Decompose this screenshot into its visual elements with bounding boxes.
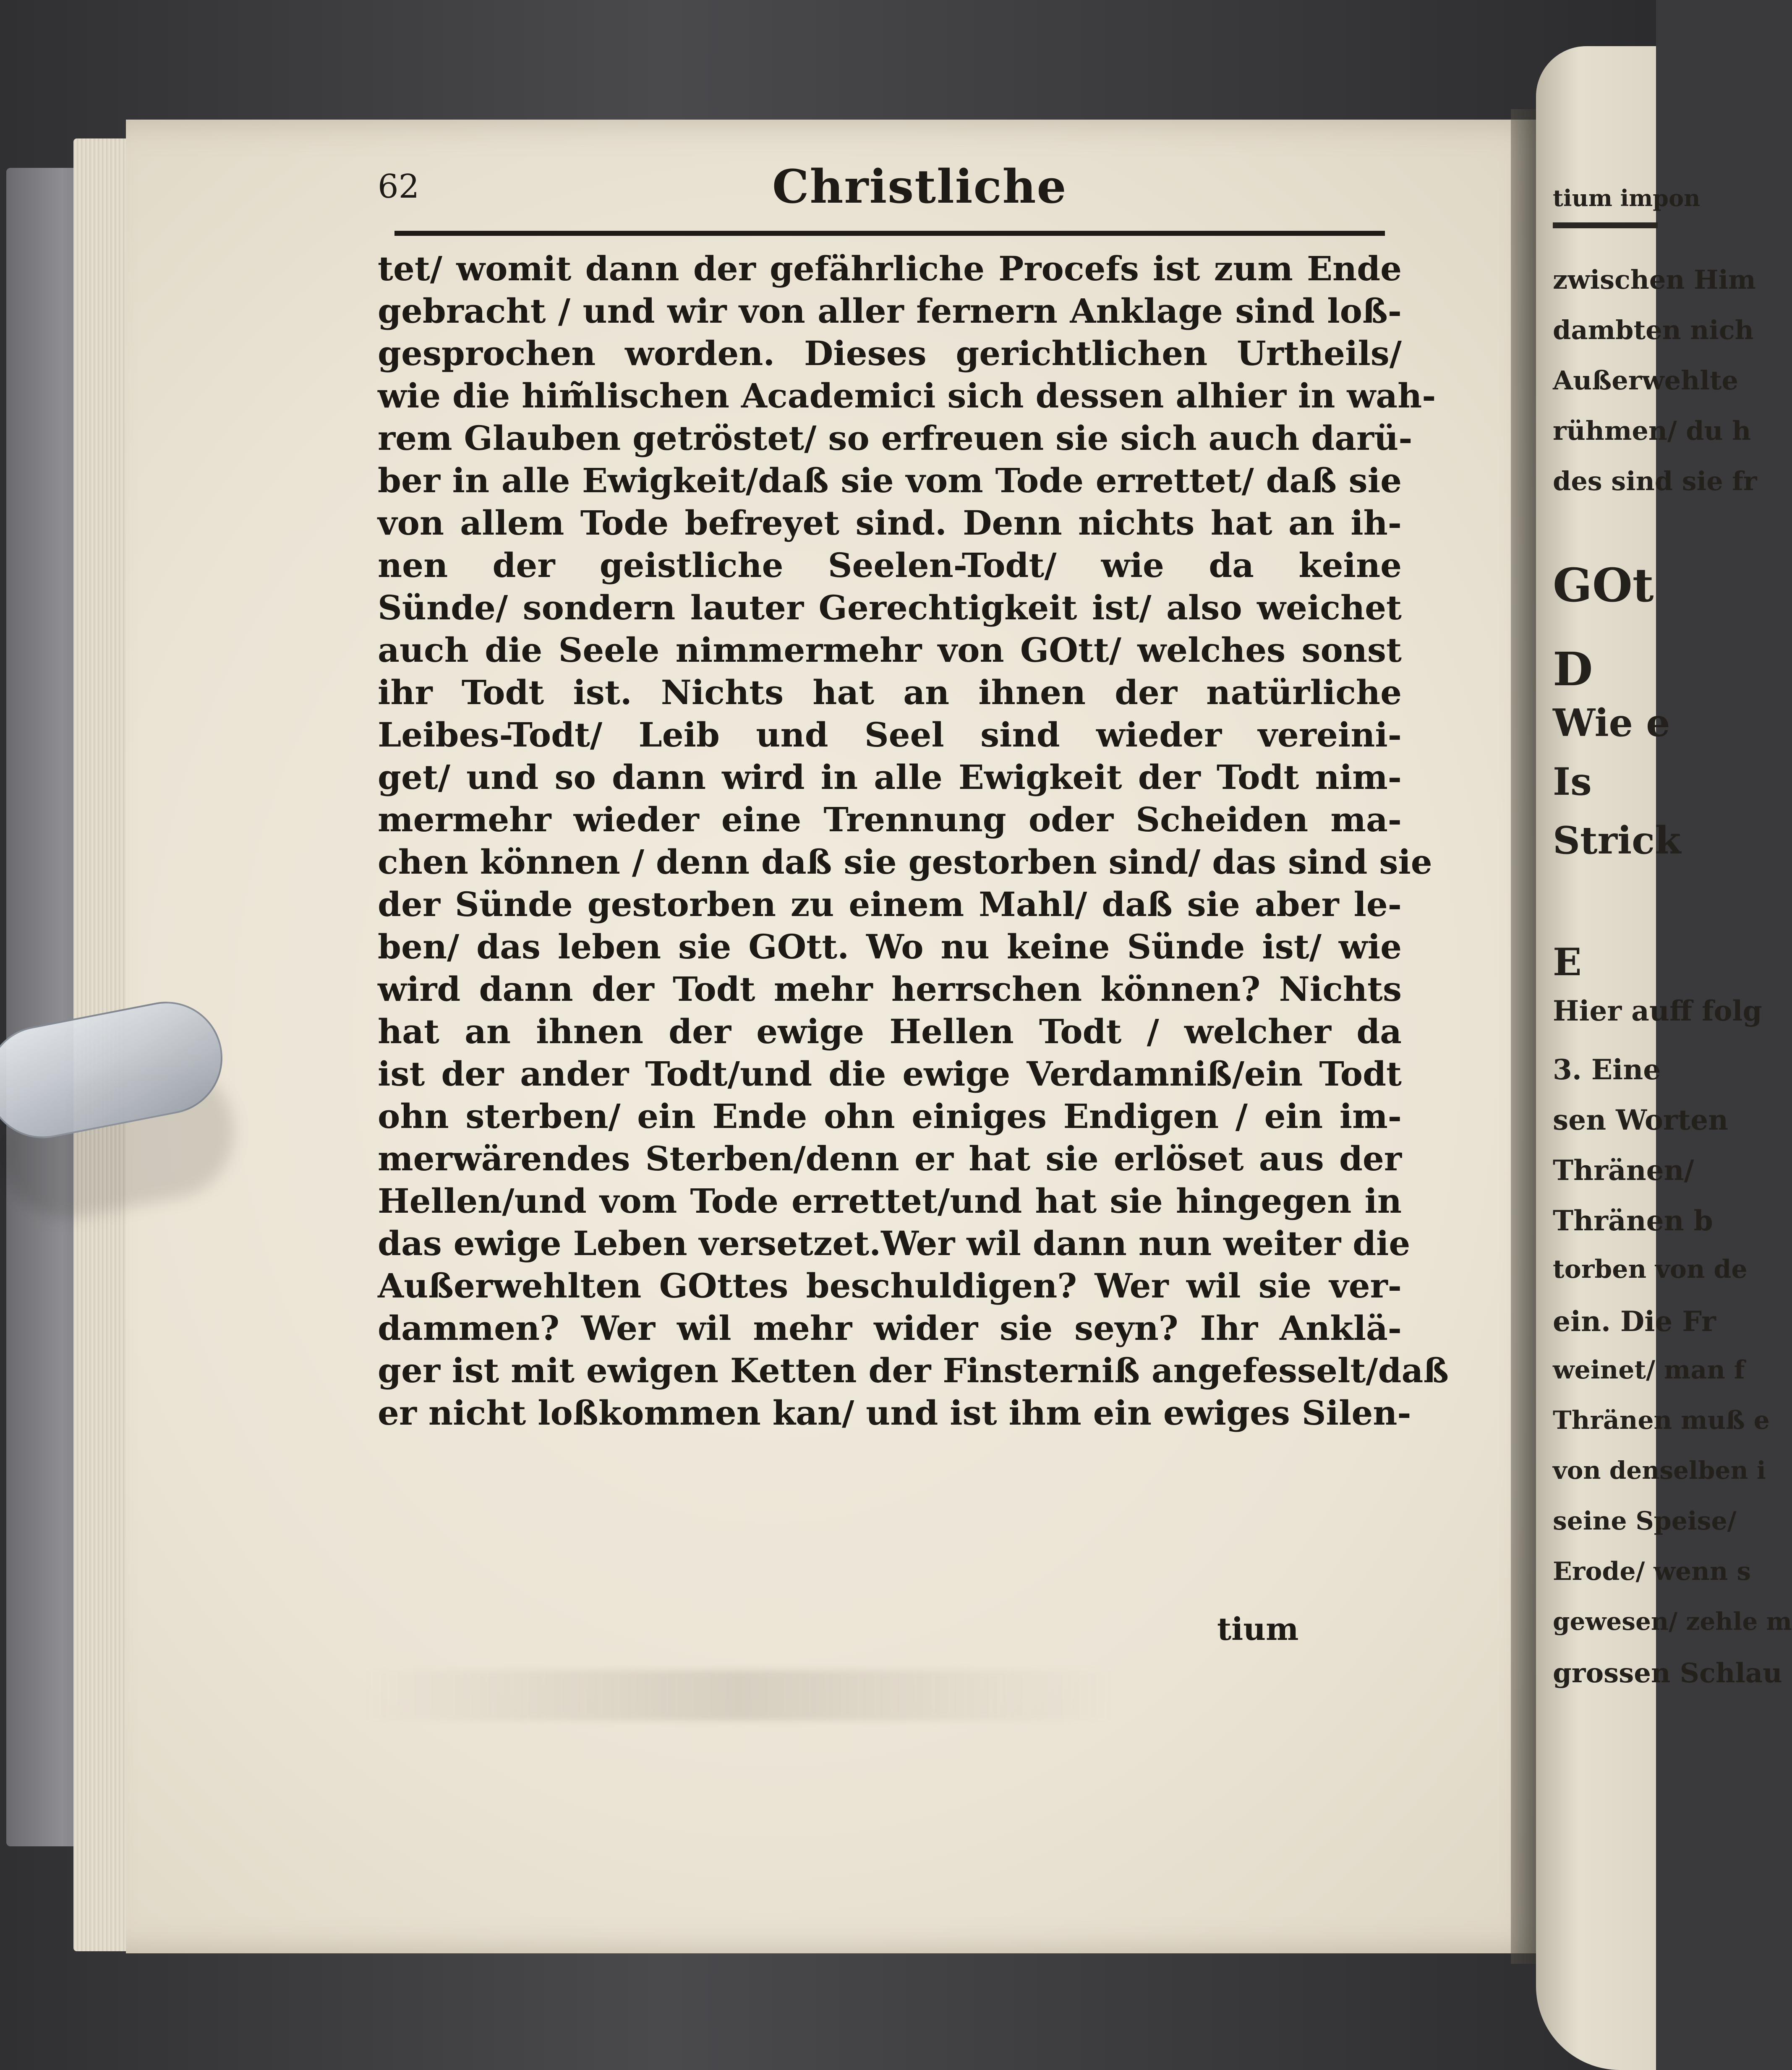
facing-page-text-fragment: torben von de <box>1553 1255 1748 1284</box>
facing-page-text-fragment: dambten nich <box>1553 315 1754 345</box>
text-line: ben/ das leben sie GOtt. Wo nu keine Sünde ist/ wie <box>378 927 1402 966</box>
text-line: rem Glauben getröstet/ so erfreuen sie sich auch darü- <box>378 418 1413 458</box>
text-line: das ewige Leben versetzet.Wer wil dann nun weiter die <box>378 1224 1411 1263</box>
text-line: ger ist mit ewigen Ketten der Finsterniß angefesselt/daß <box>378 1351 1449 1390</box>
facing-page-text-fragment: seine Speise/ <box>1553 1506 1737 1536</box>
facing-page-text-fragment: GOt <box>1553 558 1654 612</box>
facing-page-text-fragment: Thränen muß e <box>1553 1406 1770 1435</box>
facing-page-text-fragment: Thränen/ <box>1553 1154 1694 1187</box>
facing-page-text-fragment: ein. Die Fr <box>1553 1305 1716 1338</box>
facing-page-text-fragment: gewesen/ zehle m <box>1553 1607 1792 1636</box>
facing-page-text-fragment: Is <box>1553 760 1592 804</box>
facing-page-text-fragment: Wie e <box>1553 701 1670 745</box>
facing-page-text-fragment: zwischen Him <box>1553 264 1756 295</box>
body-text-block <box>378 248 1449 1434</box>
text-line: gebracht / und wir von aller fernern Anklage sind loß- <box>378 291 1402 331</box>
text-line: Außerwehlten GOttes beschuldigen? Wer wil sie ver- <box>378 1266 1402 1305</box>
text-line: merwärendes Sterben/denn er hat sie erlöset aus der <box>378 1139 1402 1178</box>
facing-page-text-fragment: Außerwehlte <box>1553 365 1738 396</box>
page-header <box>378 159 1393 243</box>
facing-page-text-fragment: des sind sie fr <box>1553 466 1757 496</box>
text-line: auch die Seele nimmermehr von GOtt/ welches sonst <box>378 630 1402 670</box>
facing-page-text-fragment: tium impon <box>1553 185 1701 211</box>
facing-page-text-fragment: Thränen b <box>1553 1204 1713 1237</box>
text-line: der Sünde gestorben zu einem Mahl/ daß sie aber le- <box>378 885 1402 924</box>
text-line: wie die him̃lischen Academici sich dessen alhier in wah- <box>378 376 1436 415</box>
text-line: ohn sterben/ ein Ende ohn einiges Endigen / ein im- <box>378 1096 1402 1136</box>
facing-page-text-fragment: E <box>1553 940 1582 984</box>
show-through-bleed <box>361 1670 1116 1720</box>
book-page-right <box>1536 46 1792 2070</box>
facing-page-text-fragment: sen Worten <box>1553 1104 1729 1136</box>
running-head: Christliche <box>772 159 1067 214</box>
text-line: von allem Tode befreyet sind. Denn nichts hat an ih- <box>378 503 1402 543</box>
text-line: hat an ihnen der ewige Hellen Todt / welcher da <box>378 1012 1402 1051</box>
facing-page-text-fragment: Strick <box>1553 818 1681 863</box>
text-line: nen der geistliche Seelen-Todt/ wie da keine <box>378 546 1402 585</box>
text-line: ber in alle Ewigkeit/daß sie vom Tode errettet/ daß sie <box>378 461 1402 500</box>
text-line: tet/ womit dann der gefährliche Procefs ist zum Ende <box>378 249 1402 288</box>
text-line: ihr Todt ist. Nichts hat an ihnen der natürliche <box>378 673 1402 712</box>
facing-page-text-fragment: D <box>1553 642 1593 696</box>
facing-page-text-fragment: von denselben i <box>1553 1456 1766 1485</box>
text-line: chen können / denn daß sie gestorben sind/ das sind sie <box>378 842 1432 882</box>
facing-page-text-fragment: rühmen/ du h <box>1553 415 1751 446</box>
text-line: er nicht loßkommen kan/ und ist ihm ein ewiges Silen- <box>378 1393 1411 1433</box>
facing-page-text-fragment: Hier auff folg <box>1553 995 1762 1027</box>
text-line: mermehr wieder eine Trennung oder Scheiden ma- <box>378 800 1402 839</box>
header-rule <box>394 231 1385 236</box>
text-line: gesprochen worden. Dieses gerichtlichen Urtheils/ <box>378 334 1402 373</box>
facing-page-text-fragment: 3. Eine <box>1553 1053 1661 1086</box>
text-line: Sünde/ sondern lauter Gerechtigkeit ist/ also weichet <box>378 588 1402 627</box>
facing-page-text-fragment: Erode/ wenn s <box>1553 1557 1751 1586</box>
page-number: 62 <box>378 168 420 206</box>
text-line: Leibes-Todt/ Leib und Seel sind wieder vereini- <box>378 715 1402 754</box>
text-line: wird dann der Todt mehr herrschen können? Nichts <box>378 969 1402 1009</box>
facing-header-rule <box>1553 222 1658 228</box>
text-line: dammen? Wer wil mehr wider sie seyn? Ihr Anklä- <box>378 1308 1402 1348</box>
text-line: get/ und so dann wird in alle Ewigkeit der Todt nim- <box>378 757 1402 797</box>
catchword: tium <box>1217 1611 1299 1647</box>
text-line: Hellen/und vom Tode errettet/und hat sie hingegen in <box>378 1181 1402 1221</box>
text-line: ist der ander Todt/und die ewige Verdamniß/ein Todt <box>378 1054 1402 1094</box>
facing-page-text-fragment: grossen Schlau <box>1553 1658 1782 1689</box>
facing-page-text-fragment: weinet/ man f <box>1553 1355 1745 1385</box>
